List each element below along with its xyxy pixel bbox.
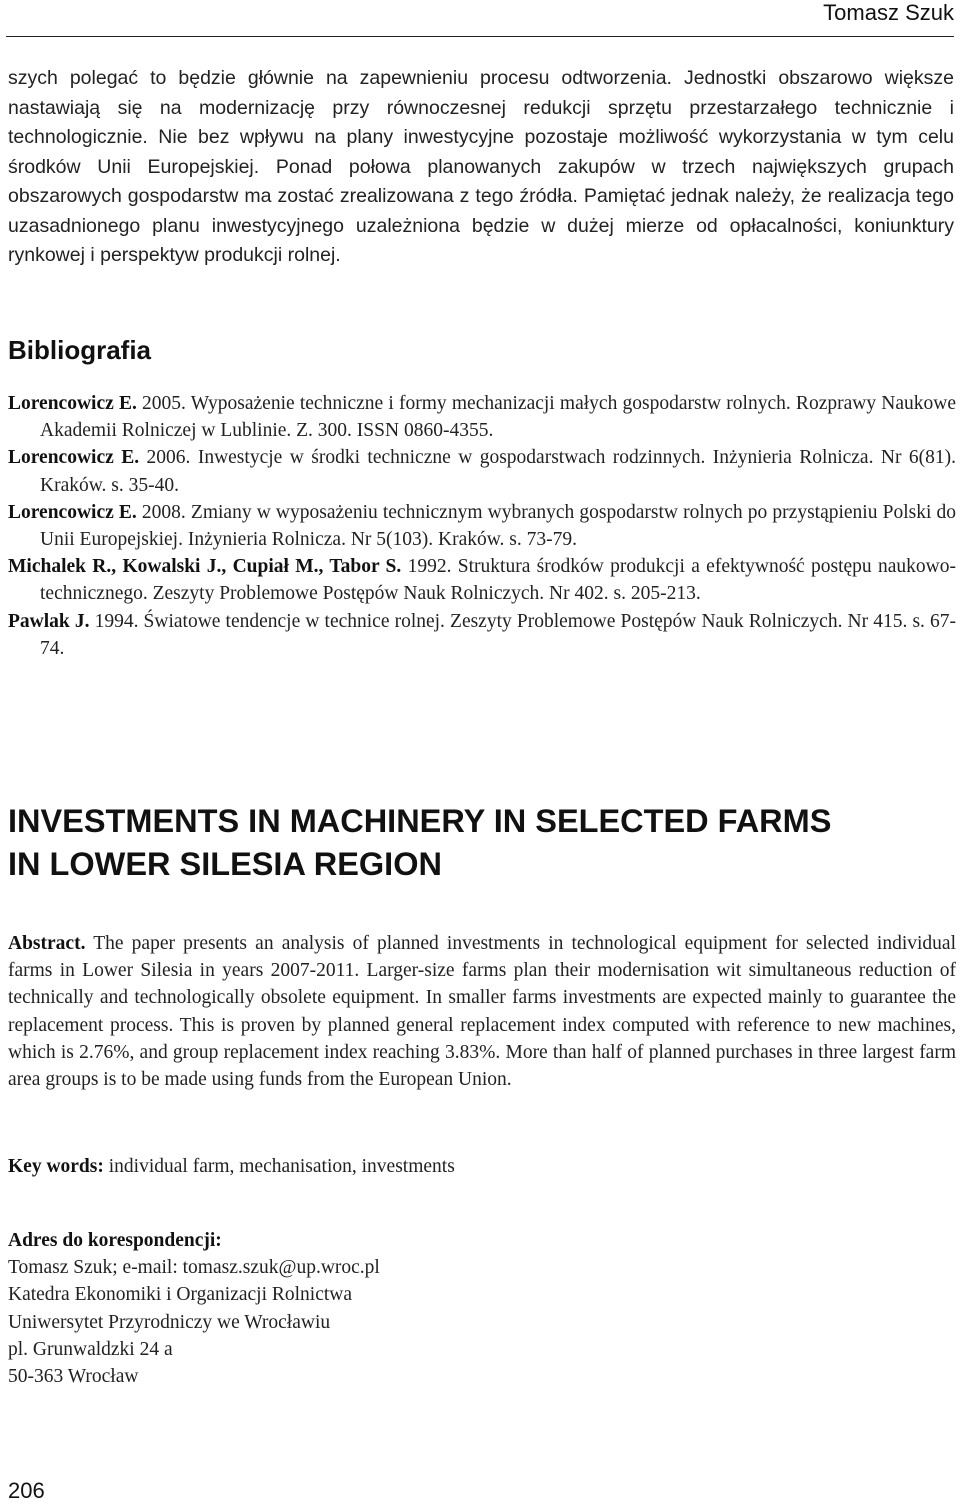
correspondence-label: Adres do korespondencji:: [8, 1230, 222, 1251]
bibliography-entry: [8, 553, 956, 607]
bibliography-entry-authors: Lorencowicz E.: [8, 501, 137, 523]
bibliography-entry: [8, 390, 956, 444]
correspondence-university: Uniwersytet Przyrodniczy we Wrocławiu: [8, 1311, 331, 1333]
page-number: 206: [8, 1478, 45, 1503]
body-paragraph: szych polegać to będzie głównie na zapewnieniu procesu odtworzenia. Jednostki obszarowo większe nastawiają się na modernizację przy równoczesnej redukcji sprzętu przestarzałego technicznie i technologicznie. Nie bez wpływu na plany inwestycyjne pozostaje możliwość wykorzystania w tym celu środków Unii Europejskiej. Ponad połowa planowanych zakupów w trzech największych grupach obszarowych gospodarstw ma zostać zrealizowana z tego źródła. Pamiętać jednak należy, że realizacja tego uzasadnionego planu inwestycyjnego uzależniona będzie w dużej mierze od opłacalności, koniunktury rynkowej i perspektyw produkcji rolnej.: [8, 67, 954, 266]
bibliography-entry: [8, 444, 956, 498]
keywords-text: individual farm, mechanisation, investments: [103, 1156, 455, 1177]
english-title: [8, 800, 956, 886]
english-title-line-1: INVESTMENTS IN MACHINERY IN SELECTED FARMS: [8, 803, 832, 839]
bibliography-entry-authors: Michalek R., Kowalski J., Cupiał M., Tabor S.: [8, 556, 402, 578]
keywords-label: Key words:: [8, 1156, 104, 1177]
abstract: [8, 930, 956, 1093]
bibliography-entry-text: 1994. Światowe tendencje w technice rolnej. Zeszyty Problemowe Postępów Nauk Rolniczych. Nr 415. s. 67-74.: [40, 610, 956, 659]
bibliography-entry-text: 1992. Struktura środków produkcji a efektywność postępu naukowo-technicznego. Zeszyty Problemowe Postępów Nauk Rolniczych. Nr 402. s. 205-213.: [40, 556, 956, 605]
correspondence-name-email: Tomasz Szuk; e-mail: tomasz.szuk@up.wroc.pl: [8, 1257, 380, 1279]
bibliography-entry: [8, 608, 956, 662]
keywords: [8, 1153, 956, 1180]
bibliography-heading: Bibliografia: [8, 335, 152, 365]
abstract-label: Abstract.: [8, 933, 86, 954]
abstract-text: The paper presents an analysis of planned investments in technological equipment for selected individual farms in Lower Silesia in years 2007-2011. Larger-size farms plan their modernisation wit simultaneous reduction of technically and technologically obsolete equipment. In smaller farms investments are expected mainly to guarantee the replacement process. This is proven by planned general replacement index computed with reference to new machines, which is 2.76%, and group replacement index reaching 3.83%. More than half of planned purchases in three largest farm area groups is to be made using funds from the European Union.: [8, 933, 956, 1091]
bibliography-entry-authors: Lorencowicz E.: [8, 447, 140, 469]
bibliography-entry: [8, 499, 956, 553]
bibliography-list: [8, 390, 956, 662]
correspondence-department: Katedra Ekonomiki i Organizacji Rolnictwa: [8, 1284, 353, 1306]
header-rule: [6, 36, 954, 37]
correspondence-block: [8, 1227, 956, 1390]
bibliography-entry-authors: Pawlak J.: [8, 610, 90, 632]
bibliography-entry-text: 2008. Zmiany w wyposażeniu technicznym wybranych gospodarstw rolnych po przystąpieniu Polski do Unii Europejskiej. Inżynieria Rolnicza. Nr 5(103). Kraków. s. 73-79.: [40, 501, 957, 551]
correspondence-city: 50-363 Wrocław: [8, 1366, 139, 1388]
bibliography-entry-text: 2006. Inwestycje w środki techniczne w gospodarstwach rodzinnych. Inżynieria Rolnicza. Nr 6(81). Kraków. s. 35-40.: [40, 447, 956, 496]
bibliography-entry-authors: Lorencowicz E.: [8, 393, 137, 414]
correspondence-street: pl. Grunwaldzki 24 a: [8, 1338, 173, 1360]
running-header-author: Tomasz Szuk: [823, 0, 954, 25]
english-title-line-2: IN LOWER SILESIA REGION: [8, 846, 442, 882]
bibliography-entry-text: 2005. Wyposażenie techniczne i formy mechanizacji małych gospodarstw rolnych. Rozprawy Naukowe Akademii Rolniczej w Lublinie. Z. 300. ISSN 0860-4355.: [40, 393, 956, 442]
